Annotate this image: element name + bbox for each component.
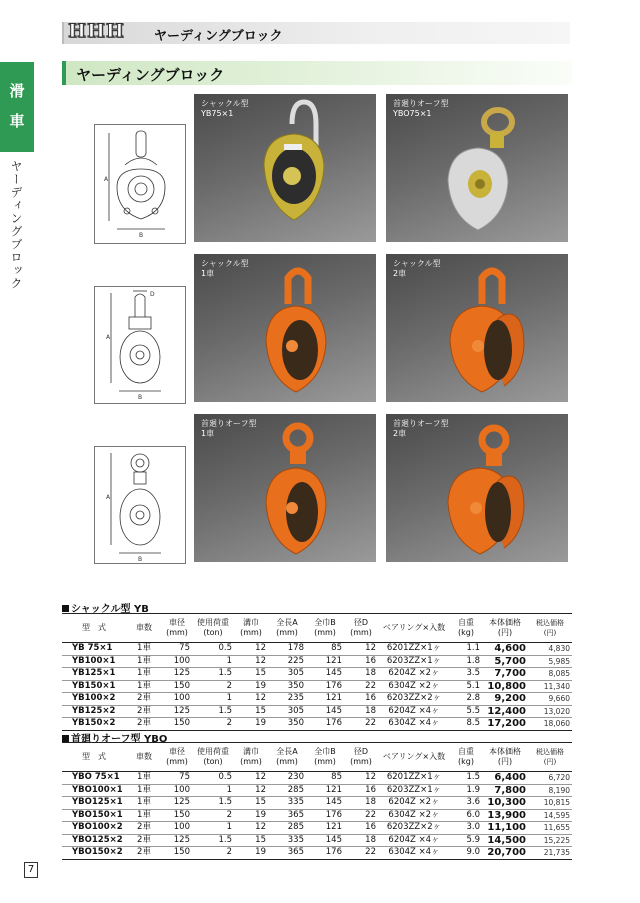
- table-cell: 0.5: [218, 772, 232, 783]
- table-row: [62, 847, 572, 860]
- table-cell: 4,830: [548, 644, 570, 654]
- table-cell: 1車: [126, 784, 162, 797]
- photo-shackle-2: [386, 254, 568, 402]
- table-cell: 16: [344, 655, 378, 668]
- dimension-drawing-shackle-yb75: [94, 124, 186, 244]
- table-cell: 2車: [126, 705, 162, 718]
- table-cell: 2: [192, 847, 234, 860]
- table-cell: 6203ZZ×1ヶ: [378, 655, 450, 668]
- table-cell: 16: [344, 822, 378, 835]
- table-cell: 150: [162, 809, 192, 822]
- table-cell: 335: [268, 834, 306, 847]
- table-cell: YBO150×1: [62, 809, 126, 822]
- table-cell: 15,225: [528, 834, 572, 847]
- table-cell: 1.5: [466, 772, 480, 783]
- table-cell: 12: [234, 784, 268, 797]
- table-cell: 1.1: [466, 643, 480, 654]
- table-cell: 350: [268, 680, 306, 693]
- table-cell: 125: [162, 668, 192, 681]
- table-cell: 12: [234, 693, 268, 706]
- table-cell: 8.5: [450, 718, 482, 731]
- table-cell: 5.9: [450, 834, 482, 847]
- spec-table-ybo: [62, 742, 572, 860]
- table-cell: YBO100×1: [62, 784, 126, 797]
- table-cell: YBO 75×1: [72, 772, 120, 783]
- table-cell: 9,200: [482, 693, 528, 706]
- table-cell: 150: [162, 847, 192, 860]
- table-cell: 100: [162, 784, 192, 797]
- table-row: [62, 668, 572, 681]
- table-cell: 121: [306, 693, 344, 706]
- table-cell: 19: [234, 680, 268, 693]
- square-bullet-icon: [62, 605, 69, 612]
- table-cell: 5,985: [528, 655, 572, 668]
- table-cell: 2車: [126, 847, 162, 860]
- col-load: 使用荷重 (ton): [192, 743, 234, 772]
- table-row: [62, 655, 572, 668]
- table-cell: 235: [268, 693, 306, 706]
- table-cell: 0.5: [218, 643, 232, 654]
- table-cell: 4,600: [494, 643, 526, 655]
- table-cell: 1: [192, 693, 234, 706]
- table-cell: 2: [192, 718, 234, 731]
- table-cell: 15: [234, 705, 268, 718]
- table-cell: 176: [306, 680, 344, 693]
- col-width-b: 全巾B (mm): [306, 743, 344, 772]
- square-bullet-icon: [62, 735, 69, 742]
- table-cell: 6304Z ×2ヶ: [378, 809, 450, 822]
- table-cell: 1車: [126, 680, 162, 693]
- table-cell: 1車: [126, 797, 162, 810]
- photo-caption: シャックル型 1車: [201, 259, 249, 278]
- table-cell: 1.9: [450, 784, 482, 797]
- table-cell: 12: [255, 772, 266, 783]
- table-cell: 1.8: [450, 655, 482, 668]
- photo-caption: 首廻りオーフ型 YBO75×1: [393, 99, 449, 118]
- col-dia-d: 径D (mm): [344, 743, 378, 772]
- dimension-label-b: B: [139, 232, 144, 239]
- side-tab: [0, 62, 34, 152]
- table-cell: 1: [192, 822, 234, 835]
- table-cell: 121: [306, 655, 344, 668]
- table-cell: 1車: [126, 809, 162, 822]
- table-cell: 12: [234, 655, 268, 668]
- dimension-label-a: A: [104, 176, 109, 183]
- table-row: [62, 718, 572, 731]
- table-cell: 178: [287, 643, 304, 654]
- col-load: 使用荷重 (ton): [192, 614, 234, 643]
- table-cell: 335: [268, 797, 306, 810]
- photo-swivel-2: [386, 414, 568, 562]
- table-row: [62, 772, 572, 785]
- dimension-drawing-shackle-1: [94, 286, 186, 404]
- table-cell: 176: [306, 847, 344, 860]
- table-title-yb: シャックル型 YB: [62, 600, 149, 615]
- table-cell: 12: [365, 772, 376, 783]
- table-cell: 19: [234, 718, 268, 731]
- table-row: [62, 809, 572, 822]
- table-cell: 10,800: [482, 680, 528, 693]
- table-cell: 6304Z ×4ヶ: [378, 718, 450, 731]
- col-model: 型 式: [62, 743, 126, 772]
- table-cell: 305: [268, 705, 306, 718]
- table-cell: 1.5: [192, 705, 234, 718]
- dimension-label-b: B: [138, 556, 143, 563]
- table-row: [62, 680, 572, 693]
- spec-table-yb: [62, 613, 572, 731]
- table-cell: 15: [234, 797, 268, 810]
- col-model: 型 式: [62, 614, 126, 643]
- table-cell: 2車: [126, 718, 162, 731]
- table-row: [62, 822, 572, 835]
- table-cell: 16: [344, 693, 378, 706]
- table-cell: YB100×2: [62, 693, 126, 706]
- table-cell: 1.5: [192, 834, 234, 847]
- table-cell: 125: [162, 797, 192, 810]
- table-cell: 7,700: [482, 668, 528, 681]
- table-cell: 1車: [137, 772, 151, 783]
- table-cell: 6204Z ×4ヶ: [378, 834, 450, 847]
- table-cell: 145: [306, 834, 344, 847]
- side-tab-char-2: 車: [9, 112, 25, 130]
- photo-caption: シャックル型 2車: [393, 259, 441, 278]
- side-tab-char-1: 滑: [9, 82, 25, 100]
- table-cell: 1車: [137, 643, 151, 654]
- table-cell: 12: [255, 643, 266, 654]
- table-cell: 145: [306, 797, 344, 810]
- table-cell: 9.0: [450, 847, 482, 860]
- col-sheaves: 車数: [126, 743, 162, 772]
- table-cell: 6203ZZ×2ヶ: [378, 693, 450, 706]
- photo-caption: シャックル型 YB75×1: [201, 99, 249, 118]
- table-cell: YB 75×1: [72, 643, 113, 654]
- dimension-label-a: A: [106, 334, 111, 341]
- table-cell: 1車: [126, 655, 162, 668]
- table-cell: 100: [162, 693, 192, 706]
- col-price: 本体価格 (円): [482, 743, 528, 772]
- table-cell: YBO125×1: [62, 797, 126, 810]
- table-cell: 6,720: [548, 773, 570, 783]
- table-cell: 350: [268, 718, 306, 731]
- table-row: [62, 797, 572, 810]
- table-cell: 5,700: [482, 655, 528, 668]
- table-cell: 285: [268, 822, 306, 835]
- col-bearing: ベアリング×入数: [378, 743, 450, 772]
- table-cell: 2.8: [450, 693, 482, 706]
- table-cell: 22: [344, 847, 378, 860]
- table-cell: 19: [234, 809, 268, 822]
- table-cell: YBO100×2: [62, 822, 126, 835]
- col-weight: 自重 (kg): [450, 743, 482, 772]
- dimension-label-d: D: [150, 291, 155, 298]
- table-cell: YB150×1: [62, 680, 126, 693]
- table-cell: 100: [162, 655, 192, 668]
- table-cell: 10,300: [482, 797, 528, 810]
- table-header-row: [62, 743, 572, 772]
- table-cell: 2: [192, 809, 234, 822]
- table-cell: 121: [306, 822, 344, 835]
- table-cell: 18: [344, 834, 378, 847]
- table-cell: 176: [306, 718, 344, 731]
- col-tax-price: 税込価格 (円): [528, 614, 572, 643]
- table-cell: 75: [179, 772, 190, 783]
- photo-swivel-ybo75: [386, 94, 568, 242]
- page-number: 7: [24, 862, 38, 878]
- table-cell: 12: [365, 643, 376, 654]
- table-cell: 14,595: [528, 809, 572, 822]
- photo-shackle-1: [194, 254, 376, 402]
- table-cell: 13,020: [528, 705, 572, 718]
- dimension-label-b: B: [138, 394, 143, 401]
- top-banner: [62, 22, 570, 44]
- table-cell: 6,400: [494, 772, 526, 784]
- table-cell: YB150×2: [62, 718, 126, 731]
- table-cell: 85: [331, 643, 342, 654]
- photo-caption: 首廻りオーフ型 1車: [201, 419, 257, 438]
- table-body-yb: [62, 643, 572, 731]
- table-cell: YB125×1: [62, 668, 126, 681]
- brand-title: ヤーディングブロック: [154, 29, 283, 44]
- table-cell: 145: [306, 668, 344, 681]
- table-cell: 7,800: [482, 784, 528, 797]
- table-body-ybo: [62, 772, 572, 860]
- table-row: [62, 705, 572, 718]
- table-row: [62, 693, 572, 706]
- table-cell: 3.6: [450, 797, 482, 810]
- table-cell: 14,500: [482, 834, 528, 847]
- photo-swivel-1: [194, 414, 376, 562]
- photo-shackle-yb75: [194, 94, 376, 242]
- table-cell: 1.5: [192, 668, 234, 681]
- table-cell: 85: [331, 772, 342, 783]
- table-cell: 5.1: [450, 680, 482, 693]
- dimension-drawing-swivel-eye: [94, 446, 186, 564]
- table-cell: 150: [162, 718, 192, 731]
- table-cell: 9,660: [528, 693, 572, 706]
- col-dia-d: 径D (mm): [344, 614, 378, 643]
- table-cell: 18: [344, 705, 378, 718]
- table-cell: 6204Z ×2ヶ: [378, 668, 450, 681]
- table-cell: 18: [344, 668, 378, 681]
- side-vertical-label: ヤーディングブロック: [9, 160, 23, 290]
- table-cell: 15: [234, 668, 268, 681]
- table-cell: 11,340: [528, 680, 572, 693]
- table-cell: 176: [306, 809, 344, 822]
- table-cell: 6204Z ×2ヶ: [378, 797, 450, 810]
- table-cell: 1: [192, 784, 234, 797]
- table-cell: 17,200: [482, 718, 528, 731]
- table-cell: 12,400: [482, 705, 528, 718]
- table-cell: 125: [162, 834, 192, 847]
- table-cell: 16: [344, 784, 378, 797]
- table-cell: 1: [192, 655, 234, 668]
- table-cell: 11,655: [528, 822, 572, 835]
- table-cell: 365: [268, 809, 306, 822]
- table-title-ybo: 首廻りオーフ型 YBO: [62, 730, 167, 745]
- table-cell: 1.5: [192, 797, 234, 810]
- table-cell: 6304Z ×4ヶ: [378, 847, 450, 860]
- table-cell: 11,100: [482, 822, 528, 835]
- table-cell: 12: [234, 822, 268, 835]
- table-cell: 6203ZZ×1ヶ: [378, 784, 450, 797]
- table-cell: 3.5: [450, 668, 482, 681]
- table-cell: 285: [268, 784, 306, 797]
- table-cell: 20,700: [482, 847, 528, 860]
- table-cell: 6304Z ×2ヶ: [378, 680, 450, 693]
- table-cell: 18: [344, 797, 378, 810]
- table-cell: YBO150×2: [62, 847, 126, 860]
- photo-caption: 首廻りオーフ型 2車: [393, 419, 449, 438]
- table-cell: 125: [162, 705, 192, 718]
- table-cell: 6201ZZ×1ヶ: [386, 772, 442, 783]
- table-cell: 22: [344, 680, 378, 693]
- table-cell: 365: [268, 847, 306, 860]
- table-cell: 15: [234, 834, 268, 847]
- col-price: 本体価格 (円): [482, 614, 528, 643]
- table-cell: 2車: [126, 693, 162, 706]
- col-tax-price: 税込価格 (円): [528, 743, 572, 772]
- col-bearing: ベアリング×入数: [378, 614, 450, 643]
- table-cell: 22: [344, 718, 378, 731]
- table-cell: 225: [268, 655, 306, 668]
- table-cell: 8,190: [528, 784, 572, 797]
- table-cell: 5.5: [450, 705, 482, 718]
- table-row: [62, 834, 572, 847]
- table-cell: 19: [234, 847, 268, 860]
- table-cell: YB100×1: [62, 655, 126, 668]
- table-cell: 6204Z ×4ヶ: [378, 705, 450, 718]
- col-diameter: 車径 (mm): [162, 614, 192, 643]
- table-cell: 2車: [126, 822, 162, 835]
- table-cell: 121: [306, 784, 344, 797]
- col-groove: 溝巾 (mm): [234, 614, 268, 643]
- table-cell: 18,060: [528, 718, 572, 731]
- table-cell: 145: [306, 705, 344, 718]
- col-diameter: 車径 (mm): [162, 743, 192, 772]
- col-width-b: 全巾B (mm): [306, 614, 344, 643]
- col-groove: 溝巾 (mm): [234, 743, 268, 772]
- table-cell: 6201ZZ×1ヶ: [386, 643, 442, 654]
- table-cell: 6203ZZ×2ヶ: [378, 822, 450, 835]
- brand-logo: HHH: [68, 20, 125, 42]
- table-cell: 150: [162, 680, 192, 693]
- table-cell: 10,815: [528, 797, 572, 810]
- col-length-a: 全長A (mm): [268, 614, 306, 643]
- table-row: [62, 784, 572, 797]
- table-cell: 75: [179, 643, 190, 654]
- table-cell: 305: [268, 668, 306, 681]
- table-cell: YBO125×2: [62, 834, 126, 847]
- col-sheaves: 車数: [126, 614, 162, 643]
- table-cell: 230: [287, 772, 304, 783]
- table-header-row: [62, 614, 572, 643]
- dimension-label-a: A: [106, 494, 111, 501]
- col-length-a: 全長A (mm): [268, 743, 306, 772]
- table-cell: 100: [162, 822, 192, 835]
- table-cell: YB125×2: [62, 705, 126, 718]
- table-cell: 2: [192, 680, 234, 693]
- table-cell: 1車: [126, 668, 162, 681]
- table-cell: 3.0: [450, 822, 482, 835]
- table-cell: 6.0: [450, 809, 482, 822]
- table-cell: 2車: [126, 834, 162, 847]
- col-weight: 自重 (kg): [450, 614, 482, 643]
- section-title: ヤーディングブロック: [76, 66, 225, 84]
- table-row: [62, 643, 572, 656]
- table-cell: 13,900: [482, 809, 528, 822]
- table-cell: 8,085: [528, 668, 572, 681]
- table-cell: 21,735: [528, 847, 572, 860]
- table-cell: 22: [344, 809, 378, 822]
